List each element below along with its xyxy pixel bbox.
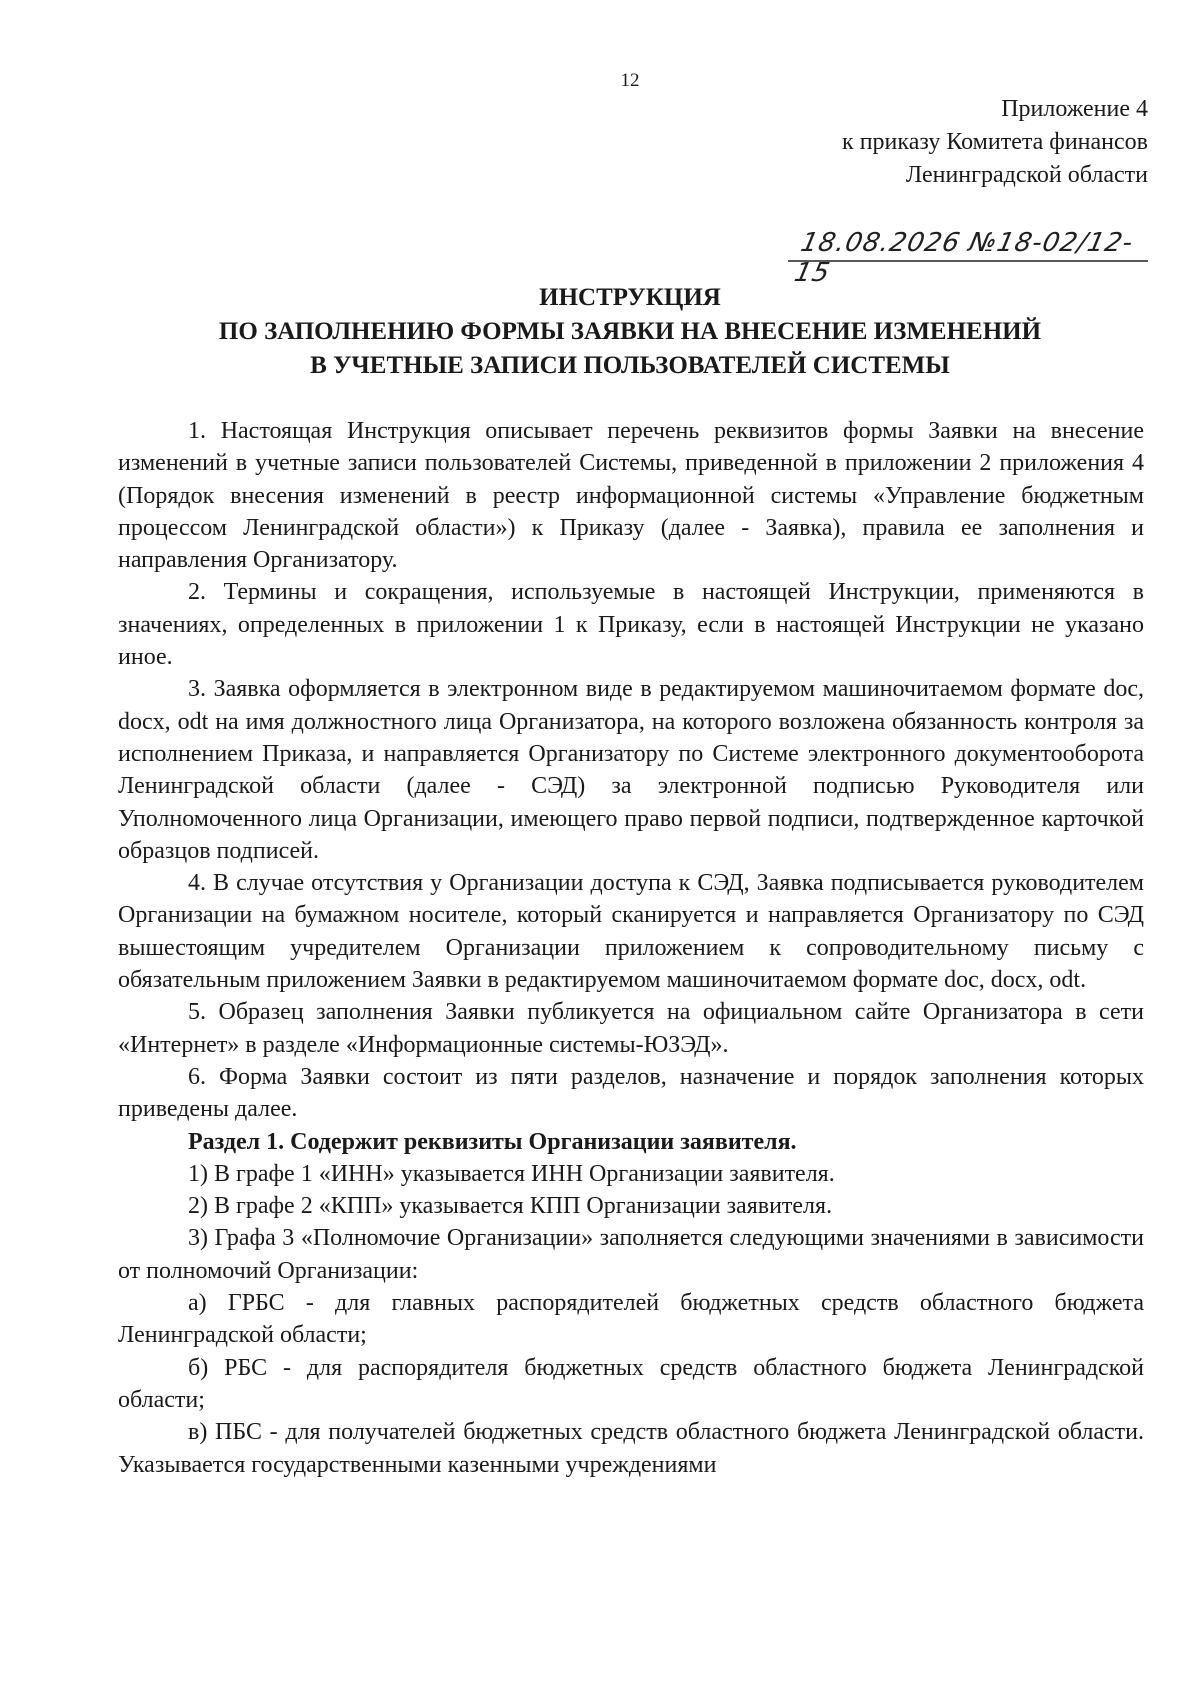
paragraph-1: 1. Настоящая Инструкция описывает перечень реквизитов формы Заявки на внесение изменений в учетные записи пользователей Системы, приведенной в приложении 2 приложения 4 (Порядок внесения изменений в реестр информационной системы «Управление бюджетным процессом Ленинградской области») к Приказу (далее - Заявка), правила ее заполнения и направления Организатору. (118, 418, 1144, 574)
item-3-authority: 3) Графа 3 «Полномочие Организации» заполняется следующими значениями в зависимости от полномочий Организации: (118, 1225, 1144, 1284)
item-1-inn: 1) В графе 1 «ИНН» указывается ИНН Организации заявителя. (188, 1160, 835, 1187)
document-title (60, 281, 1200, 383)
title-line-1: ИНСТРУКЦИЯ (539, 284, 721, 311)
appendix-line-1: Приложение 4 (1001, 96, 1148, 122)
section-1-heading: Раздел 1. Содержит реквизиты Организации заявителя. (188, 1128, 797, 1155)
title-line-2: ПО ЗАПОЛНЕНИЮ ФОРМЫ ЗАЯВКИ НА ВНЕСЕНИЕ ИЗМЕНЕНИЙ (218, 318, 1042, 345)
subitem-b-rbs: б) РБС - для распорядителя бюджетных средств областного бюджета Ленинградской области; (118, 1354, 1144, 1413)
appendix-line-3: Ленинградской области (905, 162, 1148, 188)
page-number: 12 (620, 70, 640, 91)
item-2-kpp: 2) В графе 2 «КПП» указывается КПП Организации заявителя. (188, 1193, 833, 1220)
handwritten-date-number (788, 228, 1148, 288)
subitem-a-grbs: а) ГРБС - для главных распорядителей бюджетных средств областного бюджета Ленинградской области; (118, 1290, 1144, 1349)
paragraph-5: 5. Образец заполнения Заявки публикуется на официальном сайте Организатора в сети «Интернет» в разделе «Информационные системы-ЮЗЭД». (118, 999, 1144, 1058)
paragraph-4: 4. В случае отсутствия у Организации доступа к СЭД, Заявка подписывается руководителем Организации на бумажном носителе, который сканируется и направляется Организатору по СЭД вышестоящим учредителем Организации приложением к сопроводительному письму с обязательным приложением Заявки в редактируемом машиночитаемом формате doc, docx, odt. (118, 870, 1144, 994)
signature-underline (788, 228, 1148, 264)
appendix-header (842, 93, 1148, 192)
paragraph-6: 6. Форма Заявки состоит из пяти разделов, назначение и порядок заполнения которых приведены далее. (118, 1063, 1144, 1123)
appendix-line-2: к приказу Комитета финансов (842, 129, 1148, 155)
paragraph-2: 2. Термины и сокращения, используемые в настоящей Инструкции, применяются в значениях, определенных в приложении 1 к Приказу, если в настоящей Инструкции не указано иное. (118, 579, 1144, 671)
document-body (118, 415, 1144, 1481)
title-line-3: В УЧЕТНЫЕ ЗАПИСИ ПОЛЬЗОВАТЕЛЕЙ СИСТЕМЫ (310, 352, 950, 379)
paragraph-3: 3. Заявка оформляется в электронном виде в редактируемом машиночитаемом формате doc, docx, odt на имя должностного лица Организатора, на которого возложена обязанность контроля за исполнением Приказа, и направляется Организатору по Системе электронного документооборота Ленинградской области (далее - СЭД) за электронной подписью Руководителя или Уполномоченного лица Организации, имеющего право первой подписи, подтвержденное карточкой образцов подписей. (118, 676, 1144, 864)
handwritten-date-text: 18.08.2026 №18-02/12-15 (791, 228, 1137, 288)
subitem-v-pbs: в) ПБС - для получателей бюджетных средств областного бюджета Ленинградской области. Указывается государственными казенными учреждениями (118, 1419, 1144, 1478)
